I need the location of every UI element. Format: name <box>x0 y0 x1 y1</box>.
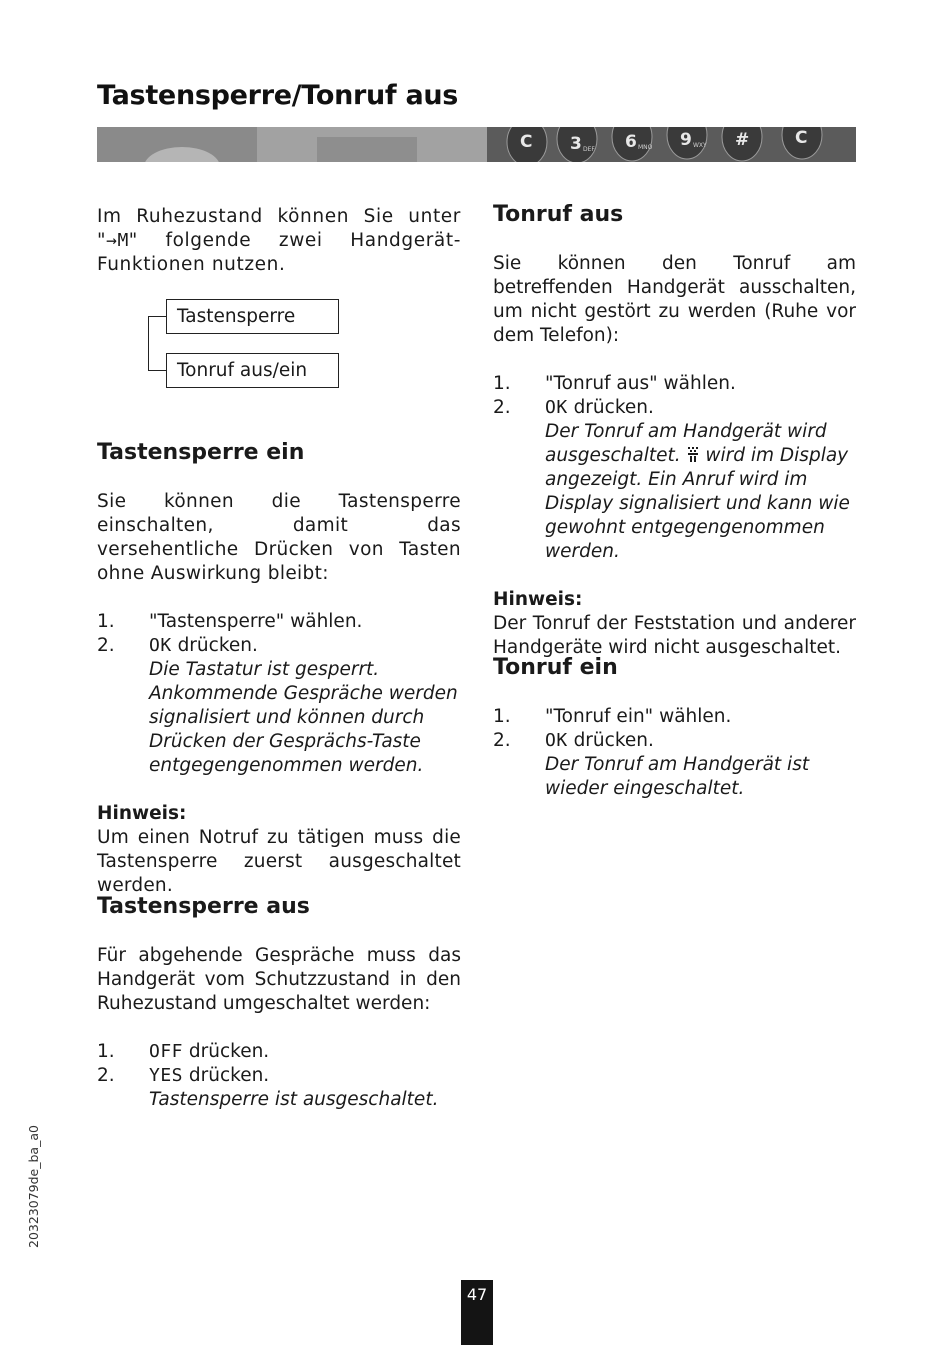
menu-bracket <box>148 316 149 370</box>
banner-key-sublabel: DEF <box>583 146 595 153</box>
section-tastensperre-aus <box>97 895 461 1112</box>
step-text: drücken. <box>183 1065 270 1086</box>
section-heading: Tonruf ein <box>493 655 618 680</box>
banner-key-label: C <box>795 128 808 148</box>
step-number: 2. <box>493 397 511 418</box>
steps-list <box>97 610 461 658</box>
step-item <box>97 610 461 634</box>
lcd-yes-key: YES <box>149 1065 184 1086</box>
section-paragraph: Für abgehende Gespräche muss das Handgerät vom Schutzzustand in den Ruhezustand umgeschaltet werden: <box>97 945 461 1014</box>
step-text: "Tonruf aus" wählen. <box>545 373 736 394</box>
step-result: Tastensperre ist ausgeschaltet. <box>149 1089 439 1110</box>
lcd-menu-symbol: →M <box>106 230 129 251</box>
lcd-off-key: OFF <box>149 1041 184 1062</box>
note-title: Hinweis: <box>493 589 583 610</box>
intro-paragraph <box>97 205 461 277</box>
step-result: Der Tonruf am Handgerät ist wieder eingeschaltet. <box>545 754 810 799</box>
step-number: 1. <box>97 611 115 632</box>
steps-list <box>493 372 856 420</box>
steps-list <box>97 1040 461 1088</box>
step-text: drücken. <box>567 730 654 751</box>
menu-item-tastensperre <box>166 299 339 334</box>
page-number: 47 <box>461 1280 493 1345</box>
step-number: 2. <box>97 1065 115 1086</box>
banner-key-sublabel: MNO <box>638 144 653 151</box>
banner-key-label: 6 <box>625 132 637 152</box>
note-title: Hinweis: <box>97 803 187 824</box>
result-text-before: Der Tonruf am Handgerät wird ausgeschaltet. <box>545 421 827 466</box>
step-text: "Tonruf ein" wählen. <box>545 706 732 727</box>
lcd-ok-key: OK <box>545 730 568 751</box>
banner-key-label: C <box>520 132 533 152</box>
step-item <box>97 634 461 658</box>
section-tastensperre-ein <box>97 441 461 898</box>
step-item <box>493 705 856 729</box>
section-paragraph: Sie können die Tastensperre einschalten, damit das versehentliche Drücken von Tasten ohne Auswirkung bleibt: <box>97 491 461 584</box>
menu-item-tonruf <box>166 353 339 388</box>
step-number: 2. <box>97 635 115 656</box>
step-result <box>545 420 856 564</box>
step-item <box>493 729 856 753</box>
step-item <box>97 1064 461 1088</box>
steps-list <box>493 705 856 753</box>
step-result: Die Tastatur ist gesperrt. Ankommende Gespräche werden signalisiert und können durch Drücken der Gesprächs-Taste entgegengenommen werden. <box>149 659 458 776</box>
ringer-off-icon <box>687 446 700 463</box>
note-text: Um einen Notruf zu tätigen muss die Tastensperre zuerst ausgeschaltet werden. <box>97 827 461 896</box>
banner-key-label: 9 <box>680 130 692 150</box>
step-text: drücken. <box>183 1041 270 1062</box>
step-item <box>493 396 856 420</box>
document-code: 20323079de_ba_a0 <box>26 1125 41 1248</box>
page-title: Tastensperre/Tonruf aus <box>97 80 459 111</box>
step-number: 1. <box>493 706 511 727</box>
step-item <box>97 1040 461 1064</box>
banner-key-sublabel: WXY <box>693 142 707 149</box>
menu-connector <box>148 370 166 371</box>
intro-text-after: " folgende zwei Handgerät-Funktionen nutzen. <box>97 230 461 275</box>
lcd-ok-key: OK <box>149 635 172 656</box>
step-text: "Tastensperre" wählen. <box>149 611 363 632</box>
step-text: drücken. <box>171 635 258 656</box>
note-text: Der Tonruf der Feststation und anderer Handgeräte wird nicht ausgeschaltet. <box>493 613 856 658</box>
intro-text-before: Im Ruhezustand können Sie unter " <box>97 206 461 251</box>
phone-keypad-banner <box>97 127 856 162</box>
menu-connector <box>148 316 166 317</box>
step-number: 1. <box>97 1041 115 1062</box>
lcd-ok-key: OK <box>545 397 568 418</box>
banner-key-label: # <box>735 130 750 150</box>
menu-item-label: Tastensperre <box>177 306 296 327</box>
section-tonruf-aus <box>493 203 856 660</box>
section-heading: Tastensperre aus <box>97 894 310 919</box>
section-paragraph: Sie können den Tonruf am betreffenden Handgerät ausschalten, um nicht gestört zu werden (Ruhe vor dem Telefon): <box>493 253 856 346</box>
banner-key-label: 3 <box>570 134 582 154</box>
result-text-after: wird im Display angezeigt. Ein Anruf wird im Display signalisiert und kann wie gewohnt entgegengenommen werden. <box>545 445 850 562</box>
section-tonruf-ein <box>493 656 856 801</box>
step-number: 1. <box>493 373 511 394</box>
step-number: 2. <box>493 730 511 751</box>
step-item <box>493 372 856 396</box>
section-heading: Tonruf aus <box>493 202 624 227</box>
step-text: drücken. <box>567 397 654 418</box>
menu-item-label: Tonruf aus/ein <box>177 360 308 381</box>
section-heading: Tastensperre ein <box>97 440 305 465</box>
